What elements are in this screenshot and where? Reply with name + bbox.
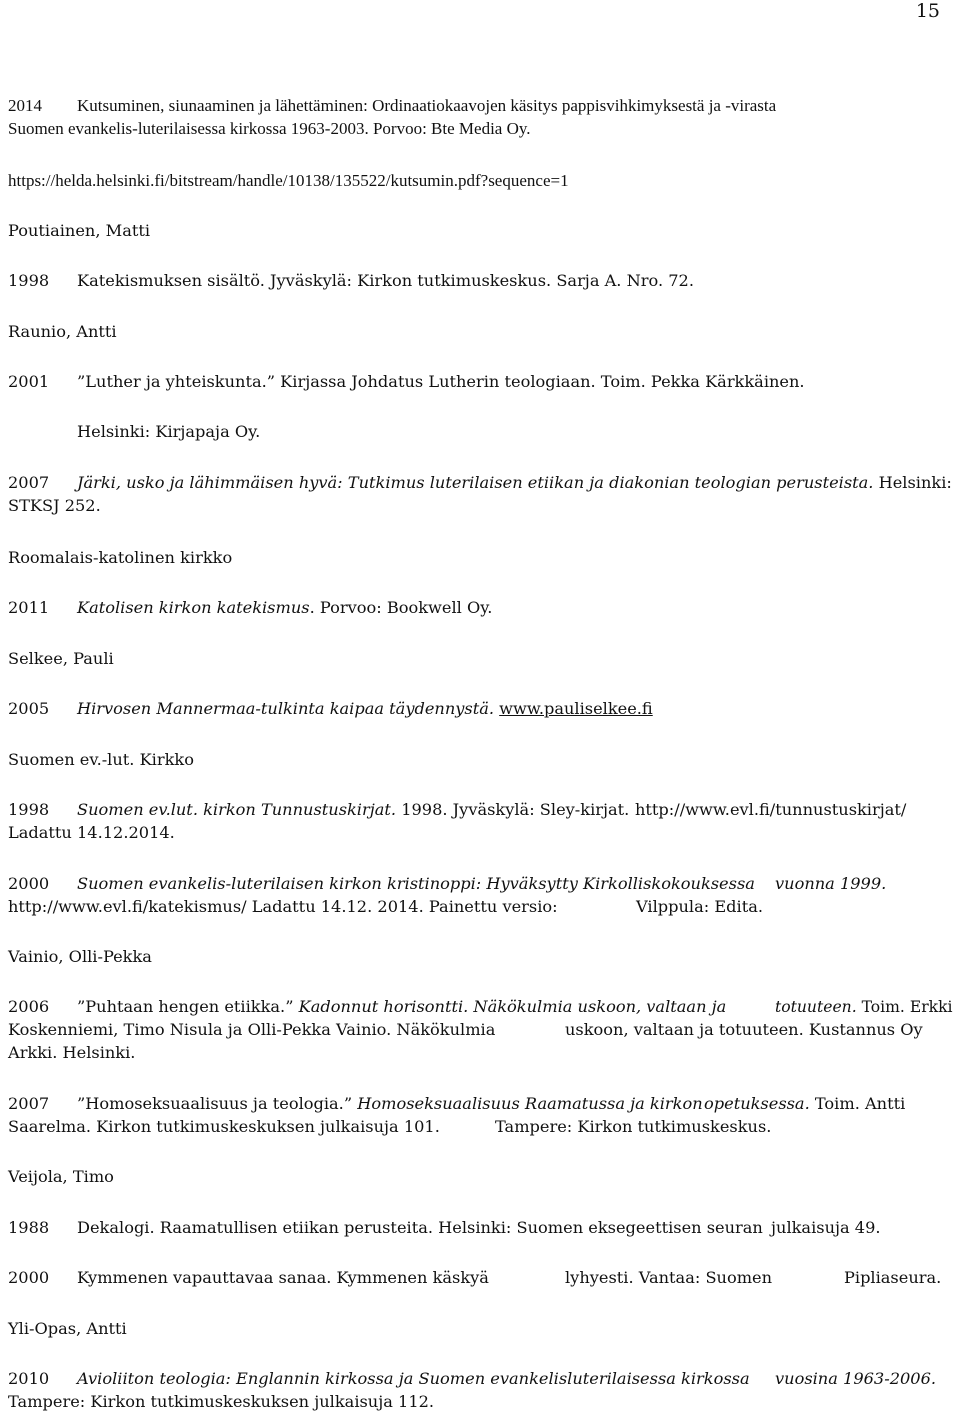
entry-text xyxy=(77,598,492,618)
entry-publisher: Tampere: Kirkon tutkimuskeskus. xyxy=(495,1117,772,1136)
entry-text: Kutsuminen, siunaaminen ja lähettäminen: Ordinaatiokaavojen käsitys pappisvihkimyksestä ja -virasta xyxy=(77,96,777,115)
entry-url[interactable]: http://www.evl.fi/tunnustuskirjat/ xyxy=(635,800,907,819)
entry-continuation: Ladattu 14.12.2014. xyxy=(8,823,175,842)
entry-year: 1998 xyxy=(8,271,50,290)
entry-continuation: STKSJ 252. xyxy=(8,496,101,515)
entry-title-cont: vuonna 1999. xyxy=(775,874,887,893)
author-heading: Selkee, Pauli xyxy=(8,649,114,668)
entry-year: 2007 xyxy=(8,1094,50,1113)
entry-year: 2006 xyxy=(8,997,50,1016)
entry-year: 2007 xyxy=(8,473,50,492)
entry-year: 1998 xyxy=(8,800,50,819)
entry-continuation: Koskenniemi, Timo Nisula ja Olli-Pekka Vainio. Näkökulmia xyxy=(8,1020,496,1039)
website-link[interactable]: www.pauliselkee.fi xyxy=(499,699,653,718)
entry-publisher: Helsinki: xyxy=(873,473,952,492)
entry-text xyxy=(77,997,726,1017)
author-heading: Suomen ev.-lut. Kirkko xyxy=(8,750,194,769)
editor: Toim. Antti xyxy=(809,1094,906,1113)
entry-year: 2000 xyxy=(8,1268,50,1287)
entry-continuation: uskoon, valtaan ja totuuteen. Kustannus Oy xyxy=(565,1020,923,1039)
entry-title: Hirvosen Mannermaa-tulkinta kaipaa täydennystä. xyxy=(77,699,495,718)
author-heading: Vainio, Olli-Pekka xyxy=(8,947,152,966)
entry-continuation: Arkki. Helsinki. xyxy=(8,1043,136,1062)
entry-text: ”Luther ja yhteiskunta.” Kirjassa Johdatus Lutherin teologiaan. Toim. Pekka Kärkkäinen. xyxy=(77,372,805,391)
entry-title: Katolisen kirkon katekismus xyxy=(77,598,310,617)
entry-continuation: Helsinki: Kirjapaja Oy. xyxy=(77,422,261,441)
author-heading: Poutiainen, Matti xyxy=(8,221,151,240)
entry-continuation: http://www.evl.fi/katekismus/ Ladattu 14.12. 2014. Painettu versio: xyxy=(8,897,558,916)
entry-continuation: Suomen evankelis-luterilaisessa kirkossa 1963-2003. Porvoo: Bte Media Oy. xyxy=(8,119,531,138)
entry-text-cont xyxy=(775,997,953,1017)
entry-url[interactable]: https://helda.helsinki.fi/bitstream/handle/10138/135522/kutsumin.pdf?sequence=1 xyxy=(8,171,569,190)
entry-title-cont: vuosina 1963-2006. xyxy=(775,1369,937,1388)
entry-year: 2001 xyxy=(8,372,50,391)
entry-year: 2000 xyxy=(8,874,50,893)
entry-text: Katekismuksen sisältö. Jyväskylä: Kirkon tutkimuskeskus. Sarja A. Nro. 72. xyxy=(77,271,694,290)
page-number: 15 xyxy=(915,0,940,22)
entry-year: 2014 xyxy=(8,96,42,115)
author-heading: Veijola, Timo xyxy=(8,1167,114,1186)
entry-year: 2005 xyxy=(8,699,50,718)
chapter-title: ”Puhtaan hengen etiikka.” xyxy=(77,997,294,1016)
entry-year: 1988 xyxy=(8,1218,50,1237)
entry-text-cont xyxy=(704,1094,905,1114)
author-heading: Raunio, Antti xyxy=(8,322,117,341)
editor: Toim. Erkki xyxy=(856,998,953,1016)
entry-text xyxy=(77,699,653,719)
entry-title: Avioliiton teologia: Englannin kirkossa ja Suomen evankelisluterilaisessa kirkossa xyxy=(77,1369,750,1388)
entry-continuation: Saarelma. Kirkon tutkimuskeskuksen julkaisuja 101. xyxy=(8,1117,440,1136)
entry-publisher: . Porvoo: Bookwell Oy. xyxy=(309,598,493,617)
entry-year: 2010 xyxy=(8,1369,50,1388)
entry-text: Dekalogi. Raamatullisen etiikan perusteita. Helsinki: Suomen eksegeettisen seuran xyxy=(77,1218,763,1237)
entry-year: 2011 xyxy=(8,598,50,617)
entry-text xyxy=(77,800,629,820)
entry-title: Kadonnut horisontti. Näkökulmia uskoon, valtaan ja xyxy=(293,997,727,1016)
entry-title: Suomen ev.lut. kirkon Tunnustuskirjat. xyxy=(77,800,397,819)
entry-text-cont: lyhyesti. Vantaa: Suomen xyxy=(565,1268,773,1287)
author-heading: Roomalais-katolinen kirkko xyxy=(8,548,233,567)
author-heading: Yli-Opas, Antti xyxy=(8,1319,127,1338)
entry-title: Homoseksuaalisuus Raamatussa ja kirkon xyxy=(352,1094,703,1113)
entry-text: Kymmenen vapauttavaa sanaa. Kymmenen käskyä xyxy=(77,1268,489,1287)
entry-title: Järki, usko ja lähimmäisen hyvä: Tutkimus luterilaisen etiikan ja diakonian teologian perusteista. xyxy=(77,473,874,492)
entry-text-cont: julkaisuja 49. xyxy=(771,1218,881,1237)
entry-publisher: Vilppula: Edita. xyxy=(636,897,763,916)
chapter-title: ”Homoseksuaalisuus ja teologia.” xyxy=(77,1094,353,1113)
entry-title: Suomen evankelis-luterilaisen kirkon kristinoppi: Hyväksytty Kirkolliskokouksessa xyxy=(77,874,755,893)
entry-text xyxy=(77,473,952,493)
entry-title-cont: totuuteen. xyxy=(775,998,857,1016)
entry-publisher: Pipliaseura. xyxy=(844,1268,942,1287)
entry-continuation: Tampere: Kirkon tutkimuskeskuksen julkaisuja 112. xyxy=(8,1392,435,1411)
entry-publisher: 1998. Jyväskylä: Sley-kirjat. xyxy=(396,800,630,819)
entry-title-cont: opetuksessa. xyxy=(704,1094,810,1113)
entry-text xyxy=(77,1094,703,1114)
